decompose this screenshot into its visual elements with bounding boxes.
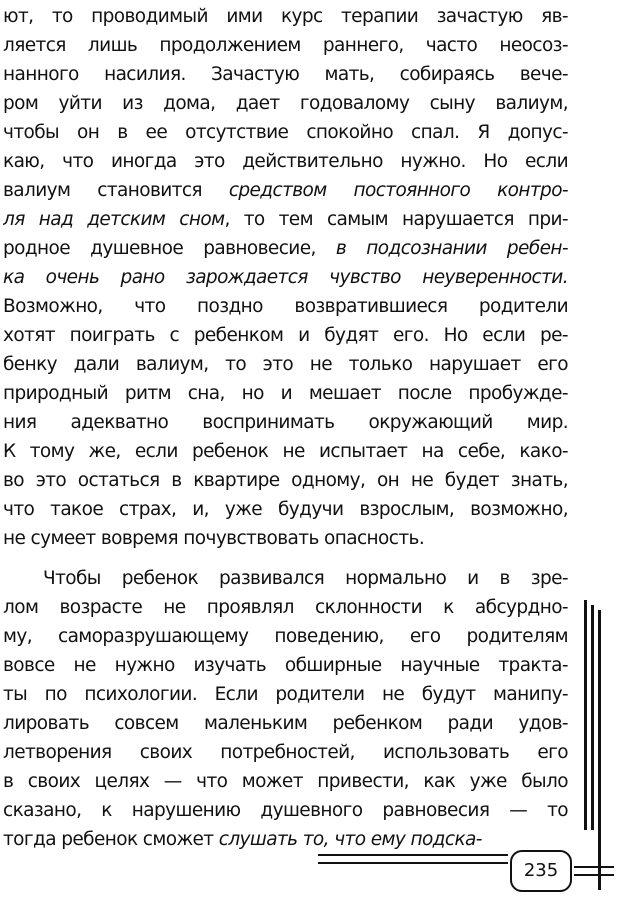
text-line xyxy=(3,524,568,553)
text-segment: ляется лишь продолжением раннего, часто неосоз- xyxy=(3,35,568,56)
footer-rule-3 xyxy=(574,866,614,868)
text-line xyxy=(3,321,568,350)
text-line xyxy=(3,234,568,263)
page-number: 235 xyxy=(510,850,572,892)
text-segment: ния адекватно воспринимать окружающий мир. xyxy=(3,412,568,433)
text-segment: Возможно, что поздно возвратившиеся родители xyxy=(3,296,568,317)
text-segment: лировать совсем маленьким ребенком ради удов- xyxy=(3,713,568,734)
italic-segment: ля над детским сном xyxy=(3,209,225,230)
text-line xyxy=(3,437,568,466)
text-segment: летворения своих потребностей, использовать его xyxy=(3,742,568,763)
text-segment: вовсе не нужно изучать обширные научные тракта- xyxy=(3,655,568,676)
text-segment: му, саморазрушающему поведению, его родителям xyxy=(3,626,568,647)
text-segment: не сумеет вовремя почувствовать опасность. xyxy=(3,528,425,549)
footer-rule-1 xyxy=(318,854,508,856)
text-line xyxy=(3,593,568,622)
text-segment: в своих целях — что может привести, как уже было xyxy=(3,771,568,792)
text-segment: каю, что иногда это действительно нужно. Но если xyxy=(3,151,568,172)
text-line xyxy=(3,118,568,147)
text-segment: природный ритм сна, но и мешает после пробужде- xyxy=(3,383,568,404)
text-line xyxy=(3,379,568,408)
text-line xyxy=(3,408,568,437)
text-segment: Чтобы ребенок развивался нормально и в зре- xyxy=(43,568,568,589)
italic-segment: ка очень рано зарождается чувство неуверенности. xyxy=(3,267,568,288)
text-line xyxy=(3,680,568,709)
text-segment: К тому же, если ребенок не испытает на себе, како- xyxy=(3,441,568,462)
text-segment: ют, то проводимый ими курс терапии зачастую яв- xyxy=(3,6,568,27)
text-line xyxy=(3,205,568,234)
text-line xyxy=(3,292,568,321)
italic-segment: в подсознании ребен- xyxy=(335,238,568,259)
text-segment: что такое страх, и, уже будучи взрослым, возможно, xyxy=(3,499,568,520)
italic-segment: слушать то, что ему подска- xyxy=(218,829,482,850)
text-segment: ты по психологии. Если родители не будут манипу- xyxy=(3,684,568,705)
text-line xyxy=(3,495,568,524)
text-line xyxy=(3,796,568,825)
text-line xyxy=(3,2,568,31)
text-segment: лом возрасте не проявлял склонности к абсурдно- xyxy=(3,597,568,618)
text-line xyxy=(3,466,568,495)
text-line xyxy=(3,651,568,680)
text-line xyxy=(3,263,568,292)
text-line xyxy=(3,564,568,593)
text-line xyxy=(3,738,568,767)
footer-rule-4 xyxy=(574,874,614,876)
text-line xyxy=(3,89,568,118)
text-segment: ром уйти из дома, дает годовалому сыну валиум, xyxy=(3,93,568,114)
text-segment: во это остаться в квартире одному, он не будет знать, xyxy=(3,470,568,491)
text-line xyxy=(3,176,568,205)
margin-bar-1 xyxy=(584,600,587,830)
margin-bar-2 xyxy=(591,605,594,830)
text-segment: , то тем самым нарушается при- xyxy=(224,209,568,230)
text-line xyxy=(3,709,568,738)
text-segment: валиум становится xyxy=(3,180,229,201)
text-segment: чтобы он в ее отсутствие спокойно спал. Я допус- xyxy=(3,122,568,143)
text-line xyxy=(3,825,568,854)
text-line xyxy=(3,31,568,60)
margin-bar-3 xyxy=(598,610,601,890)
text-line xyxy=(3,622,568,651)
italic-segment: средством постоянного контро- xyxy=(228,180,568,201)
text-line xyxy=(3,350,568,379)
text-line xyxy=(3,60,568,89)
text-segment: бенку дали валиум, то это не только нарушает его xyxy=(3,354,568,375)
text-line xyxy=(3,767,568,796)
text-segment: хотят поиграть с ребенком и будят его. Но если ре- xyxy=(3,325,568,346)
text-segment: родное душевное равновесие, xyxy=(3,238,336,259)
text-segment: нанного насилия. Зачастую мать, собираясь вече- xyxy=(3,64,568,85)
text-segment: сказано, к нарушению душевного равновесия — то xyxy=(3,800,568,821)
text-line xyxy=(3,147,568,176)
text-segment: тогда ребенок сможет xyxy=(3,829,219,850)
footer-rule-2 xyxy=(318,862,508,864)
